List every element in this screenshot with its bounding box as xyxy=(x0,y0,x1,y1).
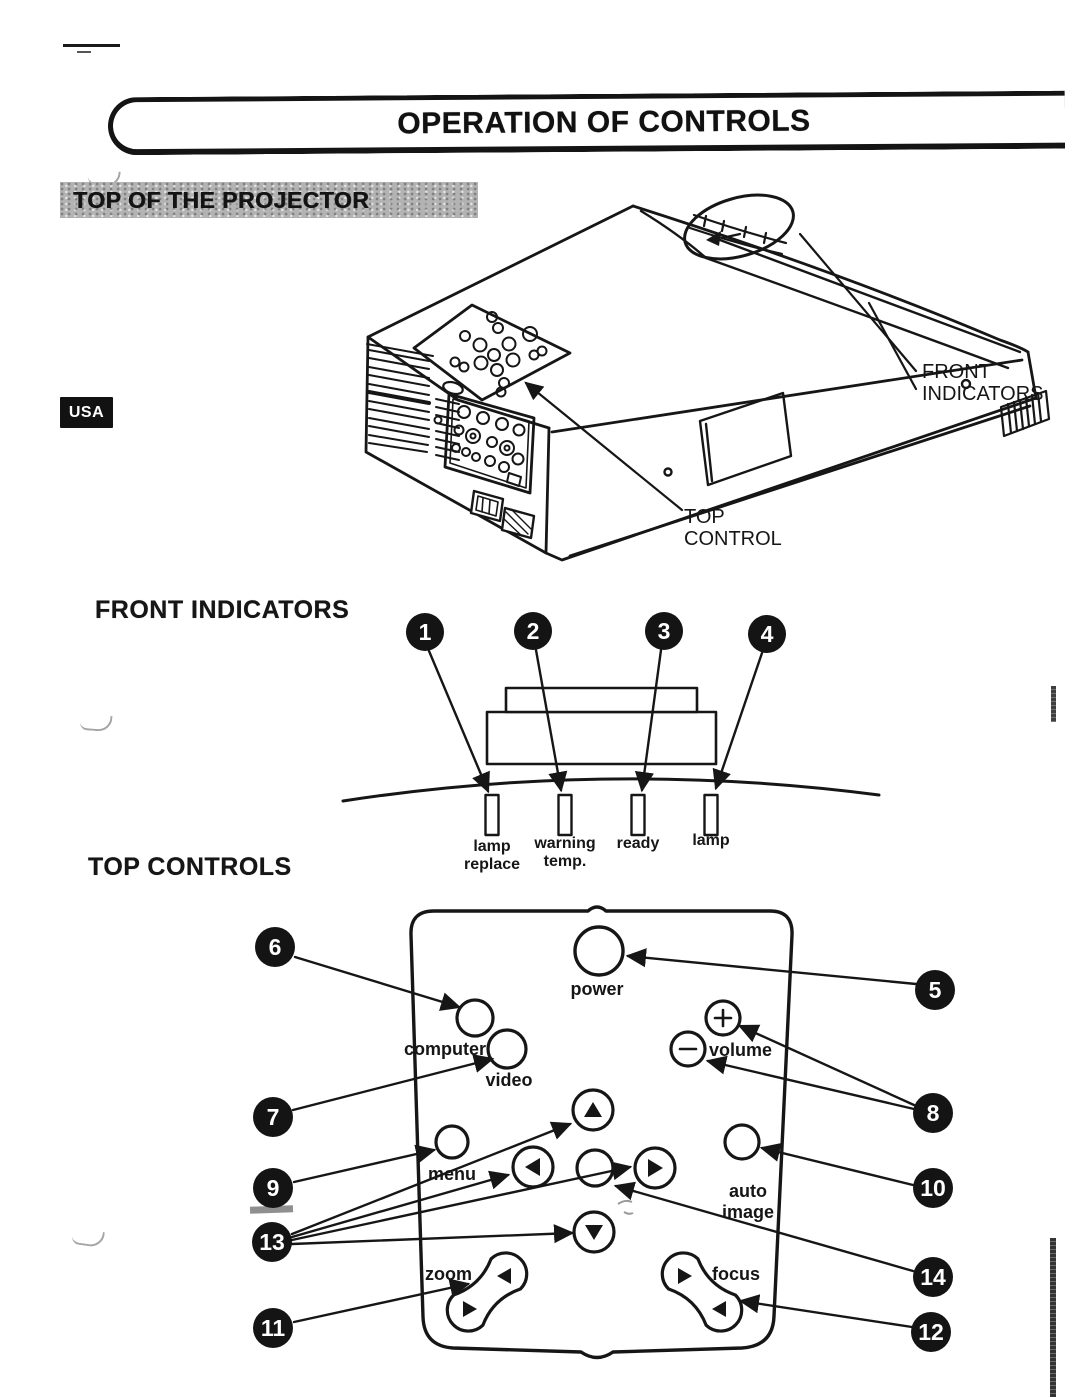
svg-text:video: video xyxy=(485,1070,533,1090)
power-button-drawing xyxy=(570,927,623,999)
focus-far-arrow-icon xyxy=(712,1301,726,1317)
scan-speck xyxy=(618,1201,633,1214)
svg-text:5: 5 xyxy=(928,977,942,1003)
svg-text:7: 7 xyxy=(266,1104,280,1130)
ready-label: ready xyxy=(616,835,660,852)
page-curl-mark xyxy=(71,1228,105,1248)
callout-9 xyxy=(253,1168,293,1208)
callout-13 xyxy=(252,1222,292,1262)
zoom-in-arrow-icon xyxy=(497,1268,511,1284)
svg-text:13: 13 xyxy=(259,1229,285,1255)
svg-text:14: 14 xyxy=(920,1264,946,1290)
callout-14 xyxy=(913,1257,953,1297)
svg-text:menu: menu xyxy=(427,1164,477,1184)
svg-text:3: 3 xyxy=(657,618,671,644)
callout-1 xyxy=(406,613,444,651)
indicator-slots xyxy=(486,795,718,835)
svg-text:computer: computer xyxy=(403,1039,486,1059)
lamp-label: lamp xyxy=(692,832,730,849)
zoom-rocker-drawing xyxy=(425,1244,535,1340)
page-title: OPERATION OF CONTROLS xyxy=(397,103,811,140)
section-tag-label: TOP OF THE PROJECTOR xyxy=(73,186,370,213)
callout-10 xyxy=(913,1168,953,1208)
projector-front-outline xyxy=(343,688,879,801)
projector-drawing xyxy=(350,175,1075,590)
front-indicators-diagram xyxy=(330,605,890,890)
svg-text:replace: replace xyxy=(463,856,521,873)
top-controls-diagram xyxy=(235,895,965,1395)
title-banner xyxy=(108,91,1065,156)
svg-text:9: 9 xyxy=(266,1175,280,1201)
callout-11 xyxy=(253,1308,293,1348)
callout-2 xyxy=(514,612,552,650)
computer-button-drawing xyxy=(404,1000,493,1059)
scan-streak xyxy=(1051,686,1056,722)
focus-rocker-drawing xyxy=(654,1244,760,1340)
svg-text:6: 6 xyxy=(268,934,282,960)
indicator-arrows xyxy=(429,650,762,791)
volume-plus-icon xyxy=(715,1010,731,1026)
front-indicators-pointer-label: FRONT xyxy=(922,361,991,383)
callout-6 xyxy=(255,927,295,967)
callout-3 xyxy=(645,612,683,650)
scan-streak xyxy=(1050,1238,1056,1397)
svg-text:12: 12 xyxy=(918,1319,944,1345)
top-control-pointer-label2: CONTROL xyxy=(684,528,782,550)
scan-dash-mark-small xyxy=(77,51,91,53)
front-indicators-pointer-label2: INDICATORS xyxy=(922,383,1044,405)
warning-temp-label: warning xyxy=(534,835,596,852)
svg-text:2: 2 xyxy=(526,618,540,644)
pointer-lines xyxy=(526,234,916,510)
svg-text:image: image xyxy=(721,1202,775,1222)
top-controls-heading: TOP CONTROLS xyxy=(88,853,292,881)
svg-text:10: 10 xyxy=(920,1175,946,1201)
callout-12 xyxy=(911,1312,951,1352)
scan-dash-mark xyxy=(63,44,120,47)
menu-button-drawing xyxy=(428,1126,476,1184)
svg-text:temp.: temp. xyxy=(543,853,587,870)
port-connectors-drawing xyxy=(471,491,534,538)
svg-text:focus: focus xyxy=(712,1264,761,1284)
right-arrow-icon xyxy=(648,1159,663,1177)
zoom-out-arrow-icon xyxy=(463,1301,477,1317)
auto-image-button-drawing xyxy=(722,1125,774,1222)
up-arrow-icon xyxy=(584,1102,602,1117)
svg-text:volume: volume xyxy=(709,1040,773,1060)
svg-text:1: 1 xyxy=(418,619,432,645)
front-indicators-heading: FRONT INDICATORS xyxy=(95,596,350,624)
left-arrow-icon xyxy=(525,1158,540,1176)
svg-text:power: power xyxy=(570,979,624,999)
callout-8 xyxy=(913,1093,953,1133)
arrow-pad-drawing xyxy=(513,1090,675,1252)
svg-text:4: 4 xyxy=(760,621,774,647)
svg-text:auto: auto xyxy=(729,1181,767,1201)
callout-arrows xyxy=(292,956,916,1327)
svg-text:11: 11 xyxy=(260,1315,286,1341)
down-arrow-icon xyxy=(585,1225,603,1240)
connector-panel-drawing xyxy=(435,380,535,493)
callout-7 xyxy=(253,1097,293,1137)
center-select-button-drawing xyxy=(577,1150,613,1186)
front-band xyxy=(641,211,1020,368)
svg-text:zoom: zoom xyxy=(425,1264,472,1284)
page-curl-mark xyxy=(79,714,112,732)
top-control-pointer-label: TOP xyxy=(684,506,725,528)
callout-5 xyxy=(915,970,955,1010)
indicator-labels xyxy=(464,832,730,873)
callout-4 xyxy=(748,615,786,653)
country-badge: USA xyxy=(60,397,113,428)
lamp-replace-label: lamp xyxy=(473,838,511,855)
svg-text:8: 8 xyxy=(926,1100,940,1126)
focus-near-arrow-icon xyxy=(678,1268,692,1284)
